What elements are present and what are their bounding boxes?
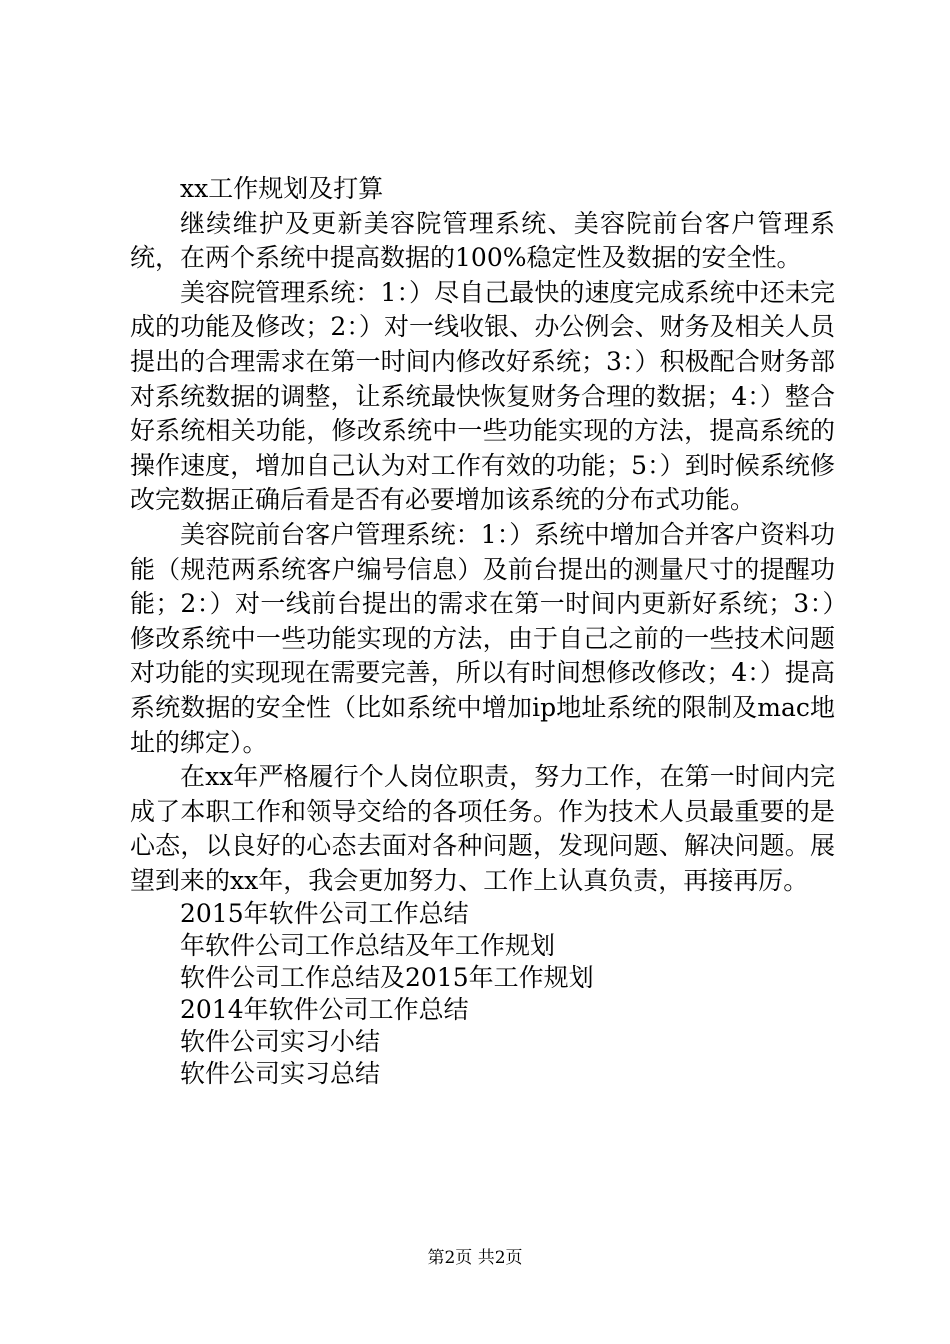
related-article-link[interactable]: 软件公司实习总结 — [180, 1059, 381, 1089]
section-heading: xx工作规划及打算 — [180, 174, 384, 203]
page-number-footer: 第2页 共2页 — [427, 1248, 523, 1268]
related-article-link[interactable]: 软件公司实习小结 — [180, 1027, 381, 1057]
related-article-link[interactable]: 年软件公司工作总结及年工作规划 — [180, 931, 556, 961]
paragraph-summary: 在xx年严格履行个人岗位职责，努力工作，在第一时间内完成了本职工作和领导交给的各项任务。作为技术人员最重要的是心态，以良好的心态去面对各种问题，发现问题、解决问题。展望到来的xx年，我会更加努力、工作上认真负责，再接再厉。 — [130, 762, 835, 895]
related-articles-list — [130, 898, 835, 1090]
related-article-link[interactable]: 2015年软件公司工作总结 — [180, 899, 469, 929]
paragraph-front-desk-system: 美容院前台客户管理系统：1：）系统中增加合并客户资料功能（规范两系统客户编号信息）及前台提出的测量尺寸的提醒功能；2：）对一线前台提出的需求在第一时间内更新好系统；3：）修改系统中一些功能实现的方法，由于自己之前的一些技术问题对功能的实现现在需要完善，所以有时间想修改修改；4：）提高系统数据的安全性（比如系统中增加ip地址系统的限制及mac地址的绑定）。 — [130, 519, 835, 757]
paragraph-management-system: 美容院管理系统：1：）尽自己最快的速度完成系统中还未完成的功能及修改；2：）对一线收银、办公例会、财务及相关人员提出的合理需求在第一时间内修改好系统；3：）积极配合财务部对系统数据的调整，让系统最快恢复财务合理的数据；4：）整合好系统相关功能，修改系统中一些功能实现的方法，提高系统的操作速度，增加自己认为对工作有效的功能；5：）到时候系统修改完数据正确后看是否有必要增加该系统的分布式功能。 — [130, 277, 835, 515]
paragraph-intro: 继续维护及更新美容院管理系统、美容院前台客户管理系统，在两个系统中提高数据的100%稳定性及数据的安全性。 — [130, 208, 835, 273]
related-article-link[interactable]: 软件公司工作总结及2015年工作规划 — [180, 963, 594, 993]
related-article-link[interactable]: 2014年软件公司工作总结 — [180, 995, 469, 1025]
document-body — [130, 172, 835, 1090]
